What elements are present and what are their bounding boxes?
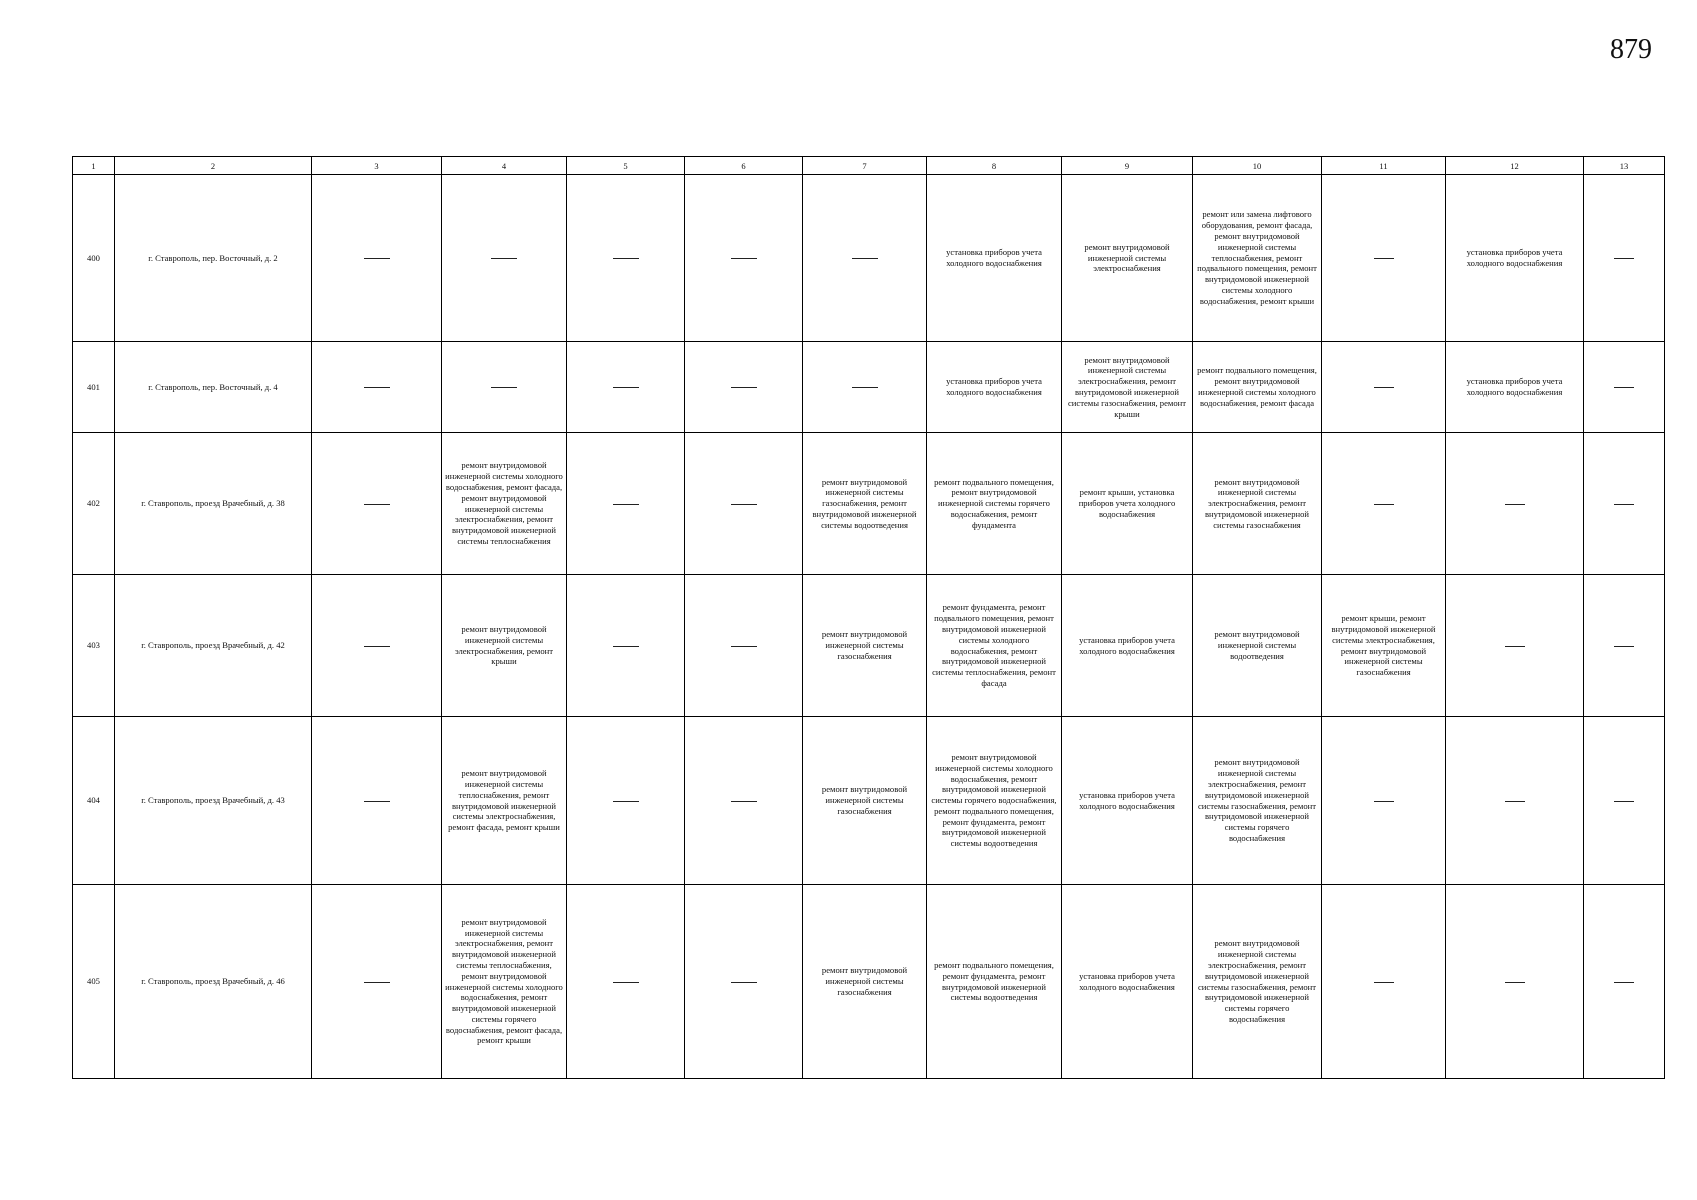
work-cell: установка приборов учета холодного водоснабжения bbox=[927, 175, 1062, 342]
dash-mark bbox=[731, 504, 757, 505]
work-cell: установка приборов учета холодного водоснабжения bbox=[1446, 175, 1584, 342]
dash-mark bbox=[1614, 387, 1634, 388]
table-row bbox=[73, 575, 1665, 717]
dash-mark bbox=[613, 387, 639, 388]
address-cell: г. Ставрополь, проезд Врачебный, д. 43 bbox=[115, 717, 312, 885]
row-number: 401 bbox=[73, 342, 115, 433]
dash-mark bbox=[613, 646, 639, 647]
dash-mark bbox=[1374, 504, 1394, 505]
work-cell: установка приборов учета холодного водоснабжения bbox=[1446, 342, 1584, 433]
dash-mark bbox=[1505, 504, 1525, 505]
work-cell: установка приборов учета холодного водоснабжения bbox=[1062, 885, 1193, 1079]
empty-cell bbox=[567, 342, 685, 433]
row-number: 403 bbox=[73, 575, 115, 717]
column-header: 12 bbox=[1446, 157, 1584, 175]
empty-cell bbox=[1584, 433, 1665, 575]
dash-mark bbox=[364, 982, 390, 983]
empty-cell bbox=[685, 433, 803, 575]
dash-mark bbox=[613, 258, 639, 259]
dash-mark bbox=[731, 387, 757, 388]
row-number: 400 bbox=[73, 175, 115, 342]
dash-mark bbox=[852, 387, 878, 388]
dash-mark bbox=[613, 504, 639, 505]
table-row bbox=[73, 717, 1665, 885]
address-cell: г. Ставрополь, проезд Врачебный, д. 38 bbox=[115, 433, 312, 575]
table-row bbox=[73, 433, 1665, 575]
column-header: 5 bbox=[567, 157, 685, 175]
dash-mark bbox=[1505, 646, 1525, 647]
address-cell: г. Ставрополь, пер. Восточный, д. 2 bbox=[115, 175, 312, 342]
work-cell: ремонт или замена лифтового оборудования, ремонт фасада, ремонт внутридомовой инженерной системы теплоснабжения, ремонт подвального помещения, ремонт внутридомовой инженерной системы холодного водоснабжения, ремонт крыши bbox=[1193, 175, 1322, 342]
work-cell: ремонт внутридомовой инженерной системы электроснабжения bbox=[1062, 175, 1193, 342]
dash-mark bbox=[364, 504, 390, 505]
empty-cell bbox=[567, 885, 685, 1079]
dash-mark bbox=[852, 258, 878, 259]
empty-cell bbox=[1322, 433, 1446, 575]
empty-cell bbox=[685, 717, 803, 885]
empty-cell bbox=[685, 885, 803, 1079]
dash-mark bbox=[364, 646, 390, 647]
table-row bbox=[73, 175, 1665, 342]
address-cell: г. Ставрополь, проезд Врачебный, д. 42 bbox=[115, 575, 312, 717]
dash-mark bbox=[1614, 801, 1634, 802]
row-number: 405 bbox=[73, 885, 115, 1079]
empty-cell bbox=[803, 342, 927, 433]
row-number: 404 bbox=[73, 717, 115, 885]
empty-cell bbox=[1584, 885, 1665, 1079]
column-number-header-row bbox=[73, 157, 1665, 175]
dash-mark bbox=[1614, 646, 1634, 647]
empty-cell bbox=[1322, 342, 1446, 433]
dash-mark bbox=[1374, 801, 1394, 802]
repair-schedule-table bbox=[72, 156, 1665, 1079]
address-cell: г. Ставрополь, пер. Восточный, д. 4 bbox=[115, 342, 312, 433]
work-cell: ремонт внутридомовой инженерной системы теплоснабжения, ремонт внутридомовой инженерной системы электроснабжения, ремонт фасада, ремонт крыши bbox=[442, 717, 567, 885]
dash-mark bbox=[491, 387, 517, 388]
dash-mark bbox=[1614, 258, 1634, 259]
work-cell: ремонт внутридомовой инженерной системы электроснабжения, ремонт внутридомовой инженерной системы газоснабжения bbox=[1193, 433, 1322, 575]
empty-cell bbox=[442, 342, 567, 433]
dash-mark bbox=[731, 646, 757, 647]
work-cell: ремонт фундамента, ремонт подвального помещения, ремонт внутридомовой инженерной системы холодного водоснабжения, ремонт внутридомовой инженерной системы теплоснабжения, ремонт фасада bbox=[927, 575, 1062, 717]
work-cell: установка приборов учета холодного водоснабжения bbox=[1062, 575, 1193, 717]
column-header: 11 bbox=[1322, 157, 1446, 175]
empty-cell bbox=[312, 342, 442, 433]
empty-cell bbox=[312, 885, 442, 1079]
empty-cell bbox=[803, 175, 927, 342]
empty-cell bbox=[1322, 885, 1446, 1079]
column-header: 4 bbox=[442, 157, 567, 175]
work-cell: ремонт внутридомовой инженерной системы водоотведения bbox=[1193, 575, 1322, 717]
empty-cell bbox=[312, 575, 442, 717]
work-cell: ремонт внутридомовой инженерной системы газоснабжения bbox=[803, 885, 927, 1079]
empty-cell bbox=[567, 433, 685, 575]
dash-mark bbox=[364, 258, 390, 259]
dash-mark bbox=[1614, 982, 1634, 983]
column-header: 7 bbox=[803, 157, 927, 175]
empty-cell bbox=[567, 575, 685, 717]
column-header: 2 bbox=[115, 157, 312, 175]
empty-cell bbox=[1446, 575, 1584, 717]
empty-cell bbox=[1446, 433, 1584, 575]
column-header: 10 bbox=[1193, 157, 1322, 175]
work-cell: установка приборов учета холодного водоснабжения bbox=[1062, 717, 1193, 885]
empty-cell bbox=[1584, 342, 1665, 433]
empty-cell bbox=[1446, 717, 1584, 885]
empty-cell bbox=[312, 717, 442, 885]
dash-mark bbox=[613, 801, 639, 802]
work-cell: ремонт внутридомовой инженерной системы холодного водоснабжения, ремонт фасада, ремонт внутридомовой инженерной системы электроснабжения, ремонт внутридомовой инженерной системы теплоснабжения bbox=[442, 433, 567, 575]
empty-cell bbox=[312, 433, 442, 575]
work-cell: ремонт крыши, установка приборов учета холодного водоснабжения bbox=[1062, 433, 1193, 575]
empty-cell bbox=[312, 175, 442, 342]
work-cell: установка приборов учета холодного водоснабжения bbox=[927, 342, 1062, 433]
dash-mark bbox=[1374, 258, 1394, 259]
page-number: 879 bbox=[1610, 34, 1652, 65]
empty-cell bbox=[685, 575, 803, 717]
column-header: 8 bbox=[927, 157, 1062, 175]
table-row bbox=[73, 885, 1665, 1079]
work-cell: ремонт подвального помещения, ремонт внутридомовой инженерной системы холодного водоснабжения, ремонт фасада bbox=[1193, 342, 1322, 433]
work-cell: ремонт крыши, ремонт внутридомовой инженерной системы электроснабжения, ремонт внутридомовой инженерной системы газоснабжения bbox=[1322, 575, 1446, 717]
dash-mark bbox=[731, 258, 757, 259]
work-cell: ремонт внутридомовой инженерной системы электроснабжения, ремонт внутридомовой инженерной системы газоснабжения, ремонт внутридомовой инженерной системы горячего водоснабжения bbox=[1193, 885, 1322, 1079]
work-cell: ремонт внутридомовой инженерной системы газоснабжения bbox=[803, 575, 927, 717]
work-cell: ремонт подвального помещения, ремонт фундамента, ремонт внутридомовой инженерной системы водоотведения bbox=[927, 885, 1062, 1079]
column-header: 13 bbox=[1584, 157, 1665, 175]
dash-mark bbox=[364, 387, 390, 388]
work-cell: ремонт внутридомовой инженерной системы холодного водоснабжения, ремонт внутридомовой инженерной системы горячего водоснабжения, ремонт подвального помещения, ремонт фундамента, ремонт внутридомовой инженерной системы водоотведения bbox=[927, 717, 1062, 885]
empty-cell bbox=[1322, 175, 1446, 342]
dash-mark bbox=[491, 258, 517, 259]
work-cell: ремонт внутридомовой инженерной системы газоснабжения bbox=[803, 717, 927, 885]
empty-cell bbox=[442, 175, 567, 342]
dash-mark bbox=[1374, 982, 1394, 983]
empty-cell bbox=[1584, 175, 1665, 342]
column-header: 3 bbox=[312, 157, 442, 175]
empty-cell bbox=[1584, 575, 1665, 717]
empty-cell bbox=[685, 342, 803, 433]
work-cell: ремонт внутридомовой инженерной системы электроснабжения, ремонт внутридомовой инженерной системы газоснабжения, ремонт внутридомовой инженерной системы горячего водоснабжения bbox=[1193, 717, 1322, 885]
dash-mark bbox=[1614, 504, 1634, 505]
column-header: 6 bbox=[685, 157, 803, 175]
dash-mark bbox=[613, 982, 639, 983]
empty-cell bbox=[567, 717, 685, 885]
work-cell: ремонт подвального помещения, ремонт внутридомовой инженерной системы горячего водоснабжения, ремонт фундамента bbox=[927, 433, 1062, 575]
dash-mark bbox=[364, 801, 390, 802]
dash-mark bbox=[1505, 801, 1525, 802]
empty-cell bbox=[1584, 717, 1665, 885]
column-header: 9 bbox=[1062, 157, 1193, 175]
work-cell: ремонт внутридомовой инженерной системы электроснабжения, ремонт внутридомовой инженерной системы теплоснабжения, ремонт внутридомовой инженерной системы холодного водоснабжения, ремонт внутридомовой инженерной системы горячего водоснабжения, ремонт фасада, ремонт крыши bbox=[442, 885, 567, 1079]
column-header: 1 bbox=[73, 157, 115, 175]
empty-cell bbox=[1446, 885, 1584, 1079]
empty-cell bbox=[685, 175, 803, 342]
empty-cell bbox=[567, 175, 685, 342]
address-cell: г. Ставрополь, проезд Врачебный, д. 46 bbox=[115, 885, 312, 1079]
work-cell: ремонт внутридомовой инженерной системы электроснабжения, ремонт внутридомовой инженерной системы газоснабжения, ремонт крыши bbox=[1062, 342, 1193, 433]
dash-mark bbox=[731, 982, 757, 983]
empty-cell bbox=[1322, 717, 1446, 885]
row-number: 402 bbox=[73, 433, 115, 575]
work-cell: ремонт внутридомовой инженерной системы газоснабжения, ремонт внутридомовой инженерной системы водоотведения bbox=[803, 433, 927, 575]
dash-mark bbox=[1505, 982, 1525, 983]
work-cell: ремонт внутридомовой инженерной системы электроснабжения, ремонт крыши bbox=[442, 575, 567, 717]
table-row bbox=[73, 342, 1665, 433]
dash-mark bbox=[1374, 387, 1394, 388]
dash-mark bbox=[731, 801, 757, 802]
